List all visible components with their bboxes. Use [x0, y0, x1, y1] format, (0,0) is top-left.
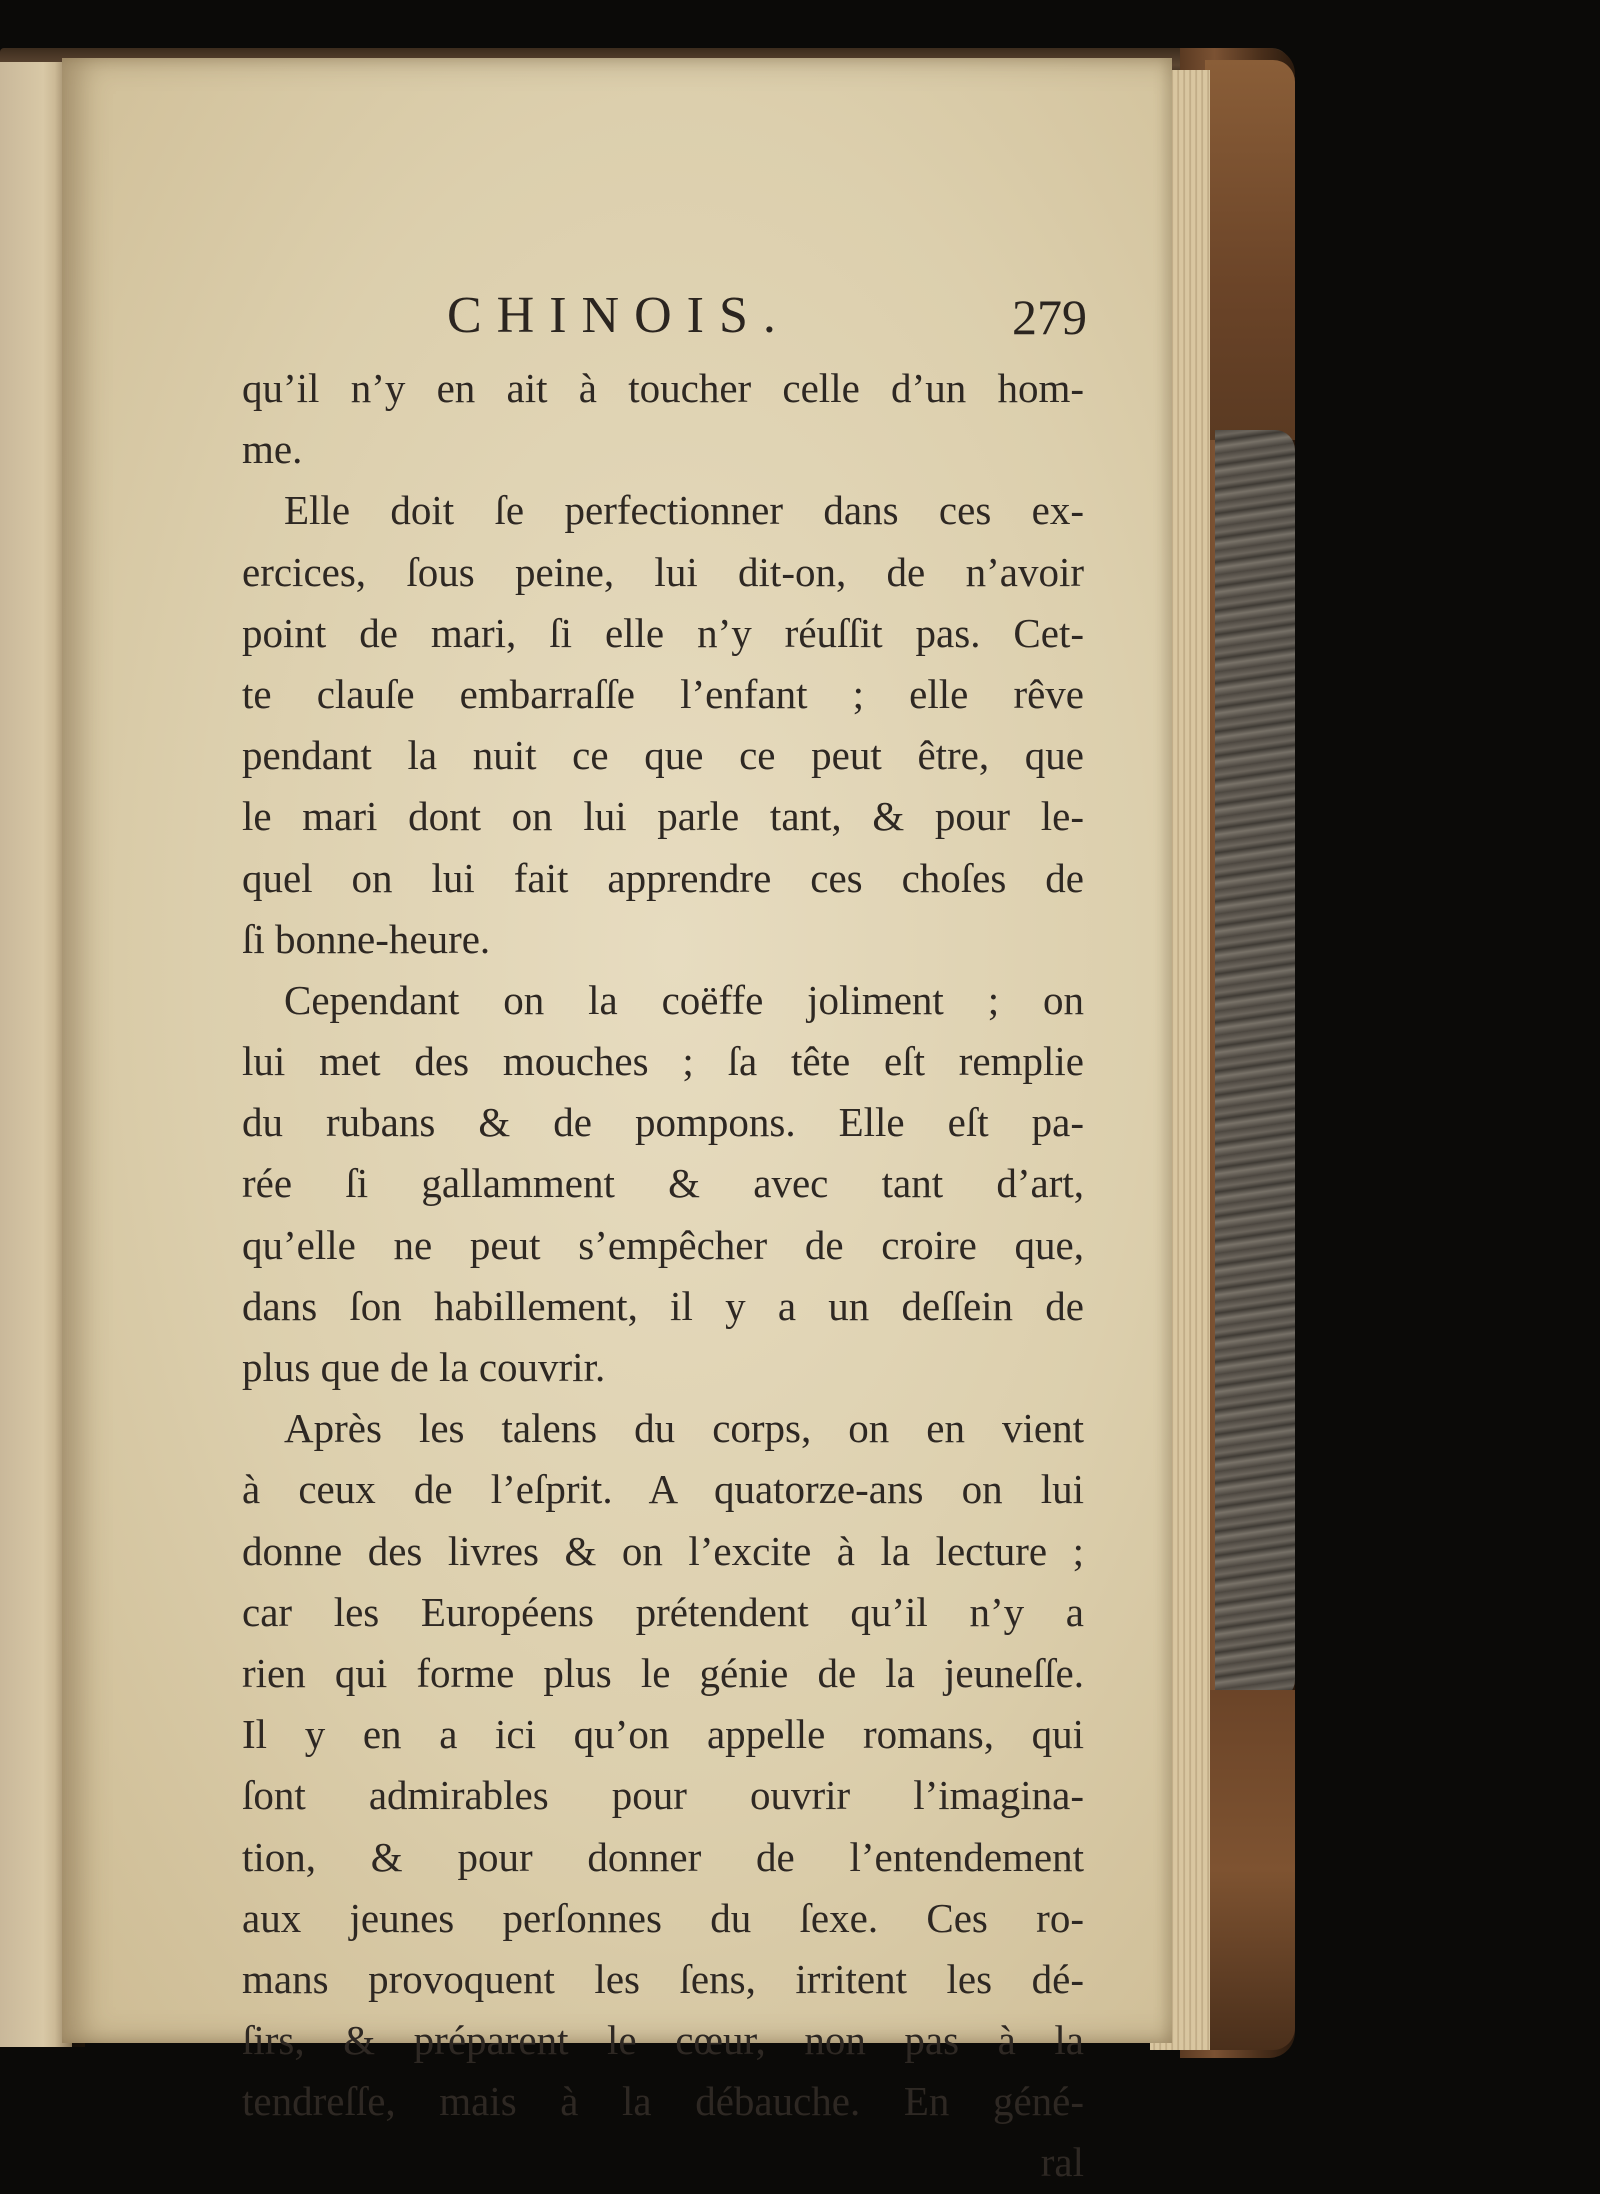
- text-line: car les Européens prétendent qu’il n’y a: [242, 1588, 1084, 1635]
- text-line: rien qui forme plus le génie de la jeuneſſe.: [242, 1649, 1084, 1696]
- text-line: ſi bonne-heure.: [242, 915, 491, 962]
- text-line: me.: [242, 426, 303, 473]
- marbled-cover: [1215, 430, 1295, 1700]
- text-line: point de mari, ſi elle n’y réuſſit pas. Cet-: [242, 609, 1084, 656]
- text-line: ercices, ſous peine, lui dit-on, de n’avoir: [242, 548, 1084, 595]
- text-line: te clauſe embarraſſe l’enfant ; elle rêve: [242, 670, 1084, 717]
- text-line: tion, & pour donner de l’entendement: [242, 1833, 1084, 1880]
- text-line: à ceux de l’eſprit. A quatorze-ans on lui: [242, 1466, 1084, 1513]
- text-line: dans ſon habillement, il y a un deſſein de: [242, 1282, 1084, 1329]
- leather-corner-bottom: [1205, 1690, 1295, 2050]
- text-line: le mari dont on lui parle tant, & pour le-: [242, 793, 1084, 840]
- page-header: [447, 286, 1087, 356]
- text-line: Cependant on la coëffe joliment ; on: [284, 976, 1084, 1023]
- text-line: qu’il n’y en ait à toucher celle d’un hom-: [242, 365, 1084, 411]
- text-line: Après les talens du corps, on en vient: [284, 1405, 1084, 1452]
- text-line: qu’elle ne peut s’empêcher de croire que,: [242, 1221, 1084, 1268]
- text-line: lui met des mouches ; ſa tête eſt remplie: [242, 1038, 1084, 1085]
- text-line: donne des livres & on l’excite à la lecture ;: [242, 1527, 1084, 1574]
- text-line: du rubans & de pompons. Elle eſt pa-: [242, 1099, 1084, 1146]
- page-number: 279: [1012, 289, 1087, 345]
- text-line: rée ſi gallamment & avec tant d’art,: [242, 1160, 1084, 1207]
- text-line: aux jeunes perſonnes du ſexe. Ces ro-: [242, 1894, 1084, 1941]
- text-line: ral: [1040, 2139, 1084, 2186]
- book-page: [62, 58, 1172, 2186]
- text-line: quel on lui fait apprendre ces choſes de: [242, 854, 1084, 901]
- body-text: [242, 358, 1084, 2194]
- text-line: mans provoquent les ſens, irritent les dé-: [242, 1955, 1084, 2002]
- running-head: CHINOIS.: [447, 287, 791, 344]
- text-line: plus que de la couvrir.: [242, 1344, 606, 1390]
- text-line: pendant la nuit ce que ce peut être, que: [242, 732, 1084, 779]
- text-line: Elle doit ſe perfectionner dans ces ex-: [284, 487, 1084, 534]
- text-line: ſont admirables pour ouvrir l’imagina-: [242, 1772, 1084, 1819]
- leather-corner-top: [1205, 60, 1295, 440]
- text-line: Il y en a ici qu’on appelle romans, qui: [242, 1711, 1084, 1758]
- text-line: ſirs, & préparent le cœur, non pas à la: [242, 2017, 1084, 2064]
- text-line: tendreſſe, mais à la débauche. En géné-: [242, 2078, 1084, 2125]
